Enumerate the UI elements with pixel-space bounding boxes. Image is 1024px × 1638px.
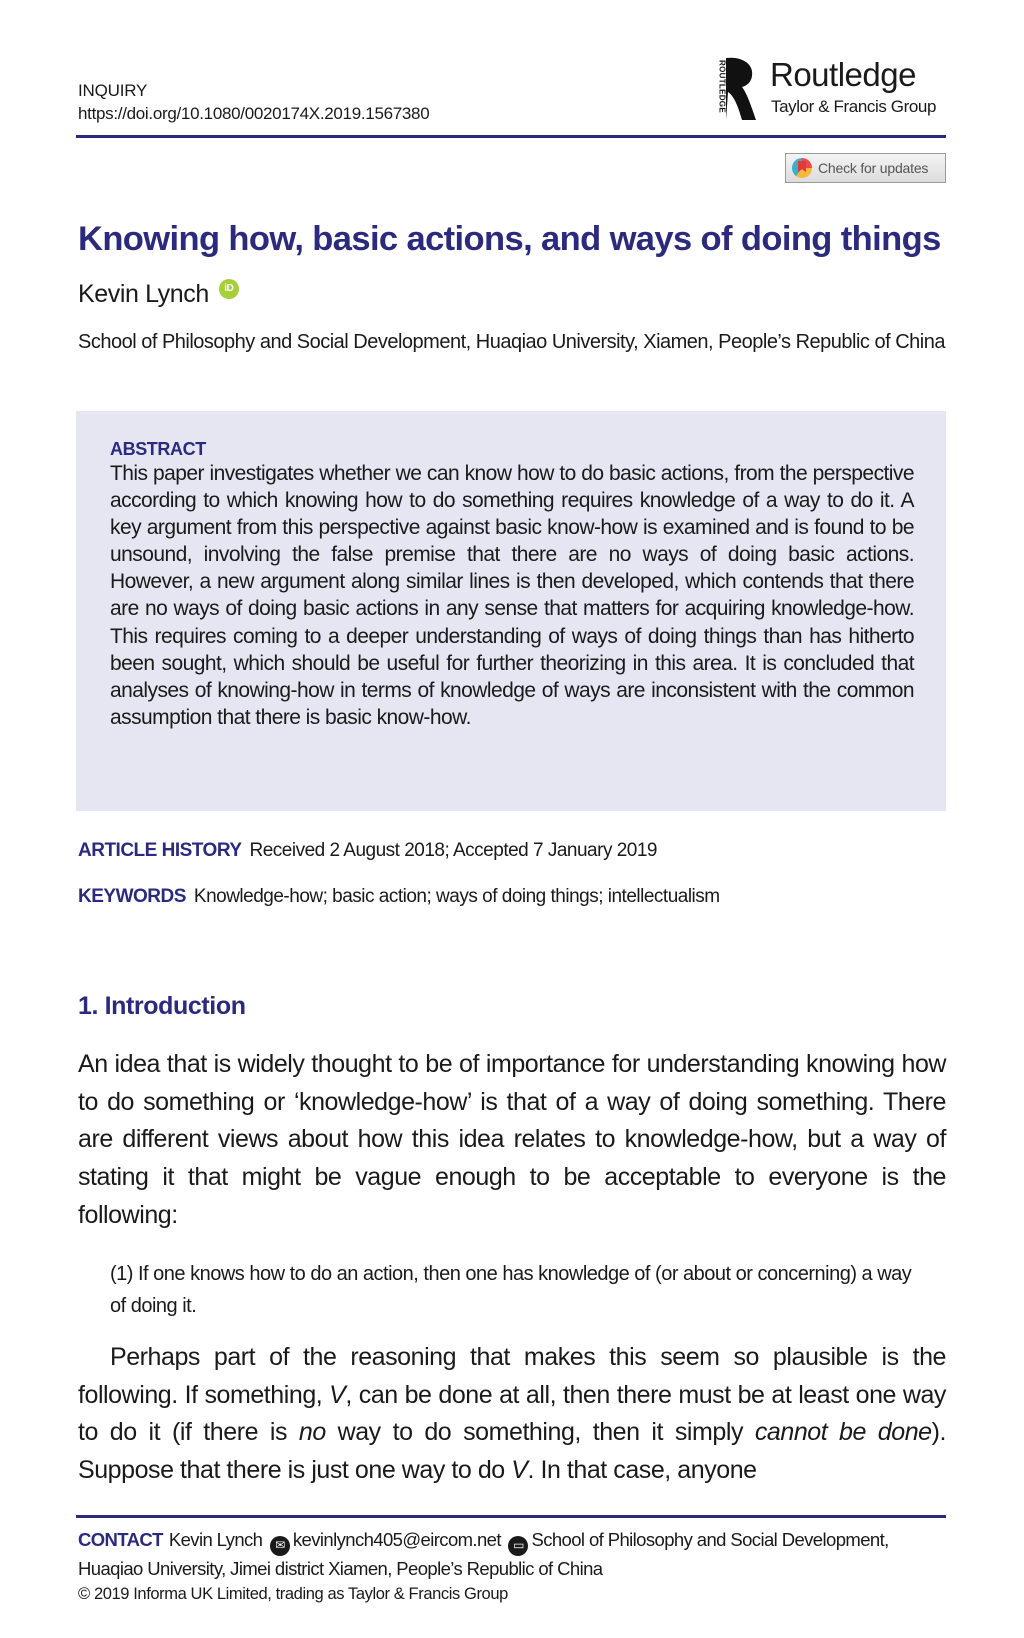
keywords-label: KEYWORDS — [78, 886, 186, 907]
routledge-vertical-text: ROUTLEDGE — [717, 60, 727, 113]
crossmark-icon — [792, 158, 812, 178]
abstract-heading: ABSTRACT — [110, 439, 206, 459]
publisher-name: Routledge — [770, 56, 916, 93]
check-for-updates-button[interactable] — [785, 153, 946, 183]
article-history-label: ARTICLE HISTORY — [78, 840, 242, 861]
address-card-icon: ▭ — [508, 1536, 528, 1556]
journal-name: INQUIRY — [78, 81, 148, 100]
article-history — [78, 839, 657, 863]
text-run: Perhaps part of the reasoning that makes this seem so plausible is the following. If something, — [78, 1343, 946, 1409]
italic-run: V — [511, 1456, 528, 1485]
publisher-group: Taylor & Francis Group — [771, 97, 937, 116]
envelope-icon: ✉ — [270, 1536, 290, 1556]
text-run: , can be done at all, then there must be at least one way to do it (if there is — [78, 1380, 946, 1447]
article-title: Knowing how, basic actions, and ways of doing things — [78, 220, 941, 258]
copyright-notice: © 2019 Informa UK Limited, trading as Taylor & Francis Group — [78, 1585, 508, 1603]
contact-email-link[interactable]: kevinlynch405@eircom.net — [292, 1529, 501, 1550]
keywords-value: Knowledge-how; basic action; ways of doing things; intellectualism — [193, 886, 720, 907]
section-heading-introduction: 1. Introduction — [78, 992, 246, 1020]
text-run: . In that case, anyone — [527, 1456, 757, 1485]
author-line — [78, 278, 239, 310]
orcid-icon[interactable]: iD — [219, 279, 239, 299]
keywords — [78, 885, 720, 909]
italic-run: cannot be done — [754, 1418, 932, 1447]
routledge-logo-icon — [712, 56, 758, 122]
body-paragraph-1: An idea that is widely thought to be of importance for understanding knowing how to do something or ‘knowledge-how’ is that of a way of doing something. There are different views about how this idea relates to knowledge-how, but a way of stating it that might be vague enough to be acceptable to everyone is the following: — [78, 1050, 946, 1229]
contact-address: School of Philosophy and Social Development, Huaqiao University, Jimei district Xiamen, People’s Republic of China — [78, 1529, 889, 1579]
header-divider — [76, 135, 946, 138]
italic-run: V — [329, 1380, 346, 1409]
body-paragraph-2 — [78, 1339, 946, 1490]
author-name: Kevin Lynch — [78, 280, 209, 308]
contact-name: Kevin Lynch — [168, 1529, 263, 1550]
contact-info — [78, 1527, 950, 1581]
text-run: ). Suppose that there is just one way to do — [78, 1418, 946, 1485]
footer-divider — [76, 1515, 946, 1518]
author-affiliation: School of Philosophy and Social Development, Huaqiao University, Xiamen, People’s Republic of China — [78, 331, 945, 353]
abstract-text: This paper investigates whether we can know how to do basic actions, from the perspective according to which knowing how to do something requires knowledge of a way to do it. A key argument from this perspective against basic know-how is examined and is found to be unsound, involving the false premise that there are no ways of doing basic actions. However, a new argument along similar lines is then developed, which contends that there are no ways of doing basic actions in any sense that matters for acquiring knowledge-how. This requires coming to a deeper understanding of ways of doing things than has hitherto been sought, which should be useful for further theorizing in this area. It is concluded that analyses of knowing-how in terms of knowledge of ways are inconsistent with the common assumption that there is basic know-how. — [110, 462, 914, 729]
contact-label: CONTACT — [78, 1529, 163, 1550]
italic-run: no — [298, 1418, 326, 1447]
text-run: way to do something, then it simply — [325, 1418, 755, 1447]
check-for-updates-label: Check for updates — [818, 160, 929, 176]
article-history-value: Received 2 August 2018; Accepted 7 January 2019 — [249, 840, 657, 861]
numbered-claim-1: (1) If one knows how to do an action, then one has knowledge of (or about or concerning) a way of doing it. — [110, 1263, 912, 1317]
doi-link[interactable]: https://doi.org/10.1080/0020174X.2019.1567380 — [78, 104, 430, 123]
